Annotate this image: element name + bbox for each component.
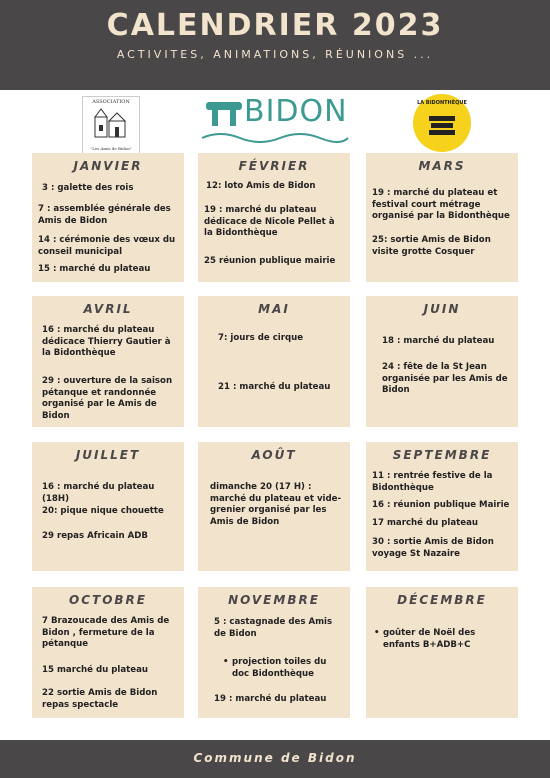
footer-banner [0,740,550,778]
event-item: 22 sortie Amis de Bidon repas spectacle [42,688,158,710]
books-icon [427,114,457,138]
event-item: • projection toiles du doc Bidonthèque [232,657,344,680]
month-name: JUIN [423,302,461,316]
month-card-avril [32,296,184,427]
page-subtitle: ACTIVITES, ANIMATIONS, RÉUNIONS ... [116,48,434,61]
event-item: 16 : réunion publique Mairie [372,500,510,510]
month-name: DÉCEMBRE [397,593,487,607]
event-item: dimanche 20 (17 H) : marché du plateau et vide-grenier organisé par les Amis de Bidon [210,482,342,527]
association-logo-top: ASSOCIATION [92,99,130,105]
event-item: 29 repas Africain ADB [42,531,148,541]
event-item: 25 réunion publique mairie [204,256,336,266]
event-item: 7 Brazoucade des Amis de Bidon , fermeture de la pétanque [42,616,170,649]
event-item: 15 marché du plateau [42,665,148,675]
month-name: AVRIL [83,302,133,316]
event-item: 24 : fête de la St Jean organisée par les Amis de Bidon [382,362,508,395]
event-item: 5 : castagnade des Amis de Bidon [214,617,333,639]
month-name: MARS [418,159,466,173]
event-item: 19 : marché du plateau et festival court métrage organisé par la Bidonthèque [372,188,510,221]
month-name: JUILLET [75,448,141,462]
event-item: • goûter de Noël des enfants B+ADB+C [383,628,513,651]
bidon-logo-text: BIDON [244,94,348,129]
event-item: 16 : marché du plateau dédicace Thierry Gautier à la Bidonthèque [42,325,171,358]
event-item: 15 : marché du plateau [38,264,151,274]
page-title: CALENDRIER 2023 [106,8,444,43]
event-item: 16 : marché du plateau (18H) [42,482,155,504]
event-item: 11 : rentrée festive de la Bidonthèque [372,471,493,493]
river-line-icon [200,130,350,146]
month-card-juin [366,296,518,427]
event-item: 14 : cérémonie des vœux du conseil municipal [38,235,176,257]
event-item: 20: pique nique chouette [42,506,164,516]
event-item: 7: jours de cirque [218,333,304,343]
month-card-novembre [198,587,350,718]
month-card-octobre [32,587,184,718]
event-item: 18 : marché du plateau [382,336,495,346]
month-card-mai [198,296,350,427]
month-card-fevrier [198,153,350,282]
month-card-decembre [366,587,518,718]
village-drawing-icon [91,107,131,139]
bidon-logo [200,94,350,150]
month-name: NOVEMBRE [228,593,320,607]
month-name: OCTOBRE [69,593,147,607]
event-item: 30 : sortie Amis de Bidon voyage St Nazaire [372,537,494,559]
event-item: 19 : marché du plateau dédicace de Nicole Pellet à la Bidonthèque [204,205,335,238]
event-item: 29 : ouverture de la saison pétanque et randonnée organisé par le Amis de Bidon [42,376,173,421]
event-item: 21 : marché du plateau [218,382,331,392]
event-item: 19 : marché du plateau [214,694,327,704]
event-item: 12: loto Amis de Bidon [206,181,316,191]
event-item: 25: sortie Amis de Bidon visite grotte Cosquer [372,235,491,257]
footer-text: Commune de Bidon [193,751,357,765]
month-card-juillet [32,442,184,571]
month-card-aout [198,442,350,571]
month-card-mars [366,153,518,282]
bidontheque-logo [413,94,471,152]
month-name: FÉVRIER [238,159,310,173]
event-item: 3 : galette des rois [42,183,134,193]
event-item: 7 : assemblée générale des Amis de Bidon [38,204,171,226]
month-card-septembre [366,442,518,571]
month-card-janvier [32,153,184,282]
month-name: SEPTEMBRE [392,448,492,462]
association-logo [82,96,140,154]
month-name: AOÛT [251,448,297,462]
bidontheque-logo-text: LA BIDONTHÈQUE [417,100,467,106]
header-banner [0,0,550,90]
month-name: JANVIER [73,159,143,173]
association-logo-bottom: "Les Amis de Bidon" [90,146,132,151]
event-item: 17 marché du plateau [372,518,478,528]
month-name: MAI [258,302,290,316]
